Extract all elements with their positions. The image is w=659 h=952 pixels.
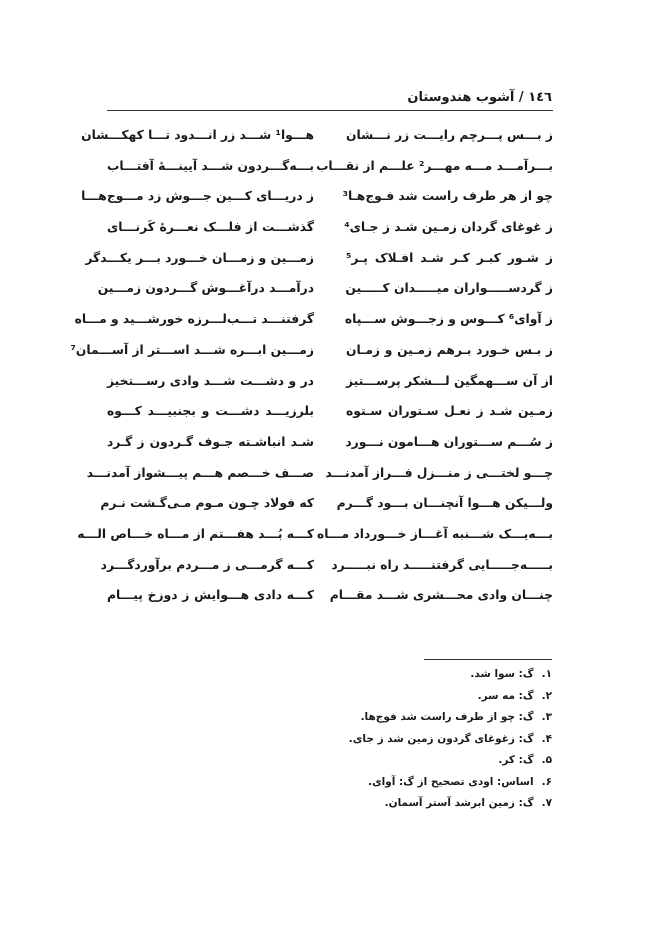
footnote (106, 707, 552, 729)
footnote-text: گ: سوا شد. (470, 668, 534, 680)
verse-line (97, 273, 553, 304)
first-hemistich: ز شـور کبـر کـر شـد افـلاک پـر⁵ (346, 250, 553, 265)
footnote (106, 793, 552, 815)
second-hemistich: کـــه بُـــد هفـــتم از مـــاه خـــاص الـــه (77, 526, 314, 541)
page-header: ١٤٦ / آشوب هندوستان (407, 90, 552, 105)
footnote-number: ۱. (541, 668, 552, 680)
second-hemistich: گرفتنـــد تـــب‌لـــرزه خورشـــید و مـــاه (74, 312, 314, 327)
first-hemistich: ز بـــس پـــرچم رایـــت زر نـــشان (345, 128, 553, 142)
verse-line (86, 458, 553, 489)
second-hemistich: زمـــین ابـــره شـــد اســـتر از آســـمان⁷ (70, 342, 314, 357)
verse-line (107, 396, 553, 427)
verse-line (100, 488, 553, 519)
first-hemistich: بـــــه‌جـــــایی گرفتنـــــد راه نبـــــرد (331, 557, 553, 572)
first-hemistich: ز گردســـــواران میـــــدان کـــــین (345, 281, 553, 296)
footnote-number: ۷. (541, 797, 552, 809)
first-hemistich: ز سُـــم ســـتوران هـــامون نـــورد (345, 434, 553, 449)
first-hemistich: ولـــیکن هـــوا آنچنـــان بـــود گـــرم (336, 496, 553, 511)
first-hemistich: بـــه‌یـــک شـــنبه آغـــاز خـــورداد مـــاه (317, 526, 553, 541)
footnote-text: اساس: اودی تصحیح از گ: آوای. (367, 775, 534, 788)
second-hemistich: بلرزیـــد دشـــت و بجنبیـــد کـــوه (107, 404, 314, 419)
first-hemistich: ز بـس خـورد بـرهم زمـین و زمـان (346, 342, 553, 357)
first-hemistich: چنـــان وادی محـــشری شـــد مقـــام (329, 588, 553, 603)
second-hemistich: ز دریـــای کـــین جـــوش زد مـــوج‌هـــا (81, 189, 314, 204)
second-hemistich: صـــف خـــصم هـــم پیـــشواز آمدنـــد (86, 465, 314, 480)
footnote-number: ۴. (541, 732, 552, 745)
second-hemistich: شـد انباشـته جـوف گـردون ز گـرد (107, 434, 314, 449)
first-hemistich: بـــرآمـــد مـــه مهـــر² علـــم از نقـــاب (316, 158, 553, 173)
footnote-number: ۶. (541, 775, 552, 788)
verse-line (100, 550, 553, 581)
footnote-text: گ: زغوغای گردون زمین شد ز جای. (348, 732, 534, 745)
footnote (106, 750, 552, 772)
verse-line (77, 519, 553, 550)
first-hemistich: چـــو لختـــی ز منـــزل فـــراز آمدنـــد (325, 465, 553, 480)
second-hemistich: کـــه گرمـــی ز مـــردم برآوردگـــرد (100, 557, 314, 572)
footnotes (106, 664, 552, 815)
footnote-text: گ: کر. (498, 754, 534, 766)
header-rule (107, 110, 553, 111)
second-hemistich: در و دشـــت شـــد وادی رســـتخیز (107, 373, 314, 388)
first-hemistich: زمـین شـد ز نعـل سـتوران سـتوه (346, 404, 553, 419)
second-hemistich: که فولاد چـون مـوم مـی‌گـشت نـرم (100, 496, 314, 511)
footnote (106, 729, 552, 751)
footnote (106, 772, 552, 794)
second-hemistich: درآمـــد درآغـــوش گـــردون زمـــین (97, 281, 314, 296)
second-hemistich: زمـــین و زمـــان خـــورد بـــر یکـــدگر (85, 250, 314, 265)
second-hemistich: بـــه‌گـــردون شـــد آیینـــهٔ آفتـــاب (107, 158, 314, 173)
footnote-number: ۳. (541, 711, 552, 723)
verse-line (107, 427, 553, 458)
poem-body (70, 120, 553, 611)
footnote-rule (424, 659, 552, 660)
first-hemistich: از آن ســـهمگین لـــشکر پرســـتیز (346, 373, 553, 388)
second-hemistich: کـــه دادی هـــوایش ز دوزخ پیـــام (107, 588, 314, 603)
footnote (106, 664, 552, 686)
footnote-number: ۵. (541, 754, 552, 766)
footnote-text: گ: مه سر. (477, 689, 534, 702)
footnote-text: گ: زمین ابرشد آستر آسمان. (384, 797, 534, 809)
verse-line (81, 181, 553, 212)
second-hemistich: گذشـــت از فلـــک نعـــرهٔ کَرنـــای (107, 220, 314, 235)
verse-line (70, 335, 553, 366)
first-hemistich: ز آوای⁶ کـــوس و زجـــوش ســـپاه (344, 312, 553, 327)
verse-line (107, 212, 553, 243)
verse-line (85, 243, 553, 274)
second-hemistich: هـــوا¹ شـــد زر انـــدود تـــا کهکـــشان (81, 128, 314, 142)
verse-line (107, 151, 553, 182)
verse-line (74, 304, 553, 335)
verse-line (107, 580, 553, 611)
verse-line (107, 366, 553, 397)
first-hemistich: ز غوغای گردان زمـین شـد ز جـای⁴ (344, 220, 553, 235)
footnote-text: گ: چو از طرف راست شد فوج‌ها. (360, 711, 534, 723)
verse-line (81, 120, 553, 151)
footnote-number: ۲. (541, 689, 552, 702)
first-hemistich: چو از هر طرف راست شد فـوج‌هـا³ (342, 189, 553, 204)
footnote (106, 686, 552, 708)
